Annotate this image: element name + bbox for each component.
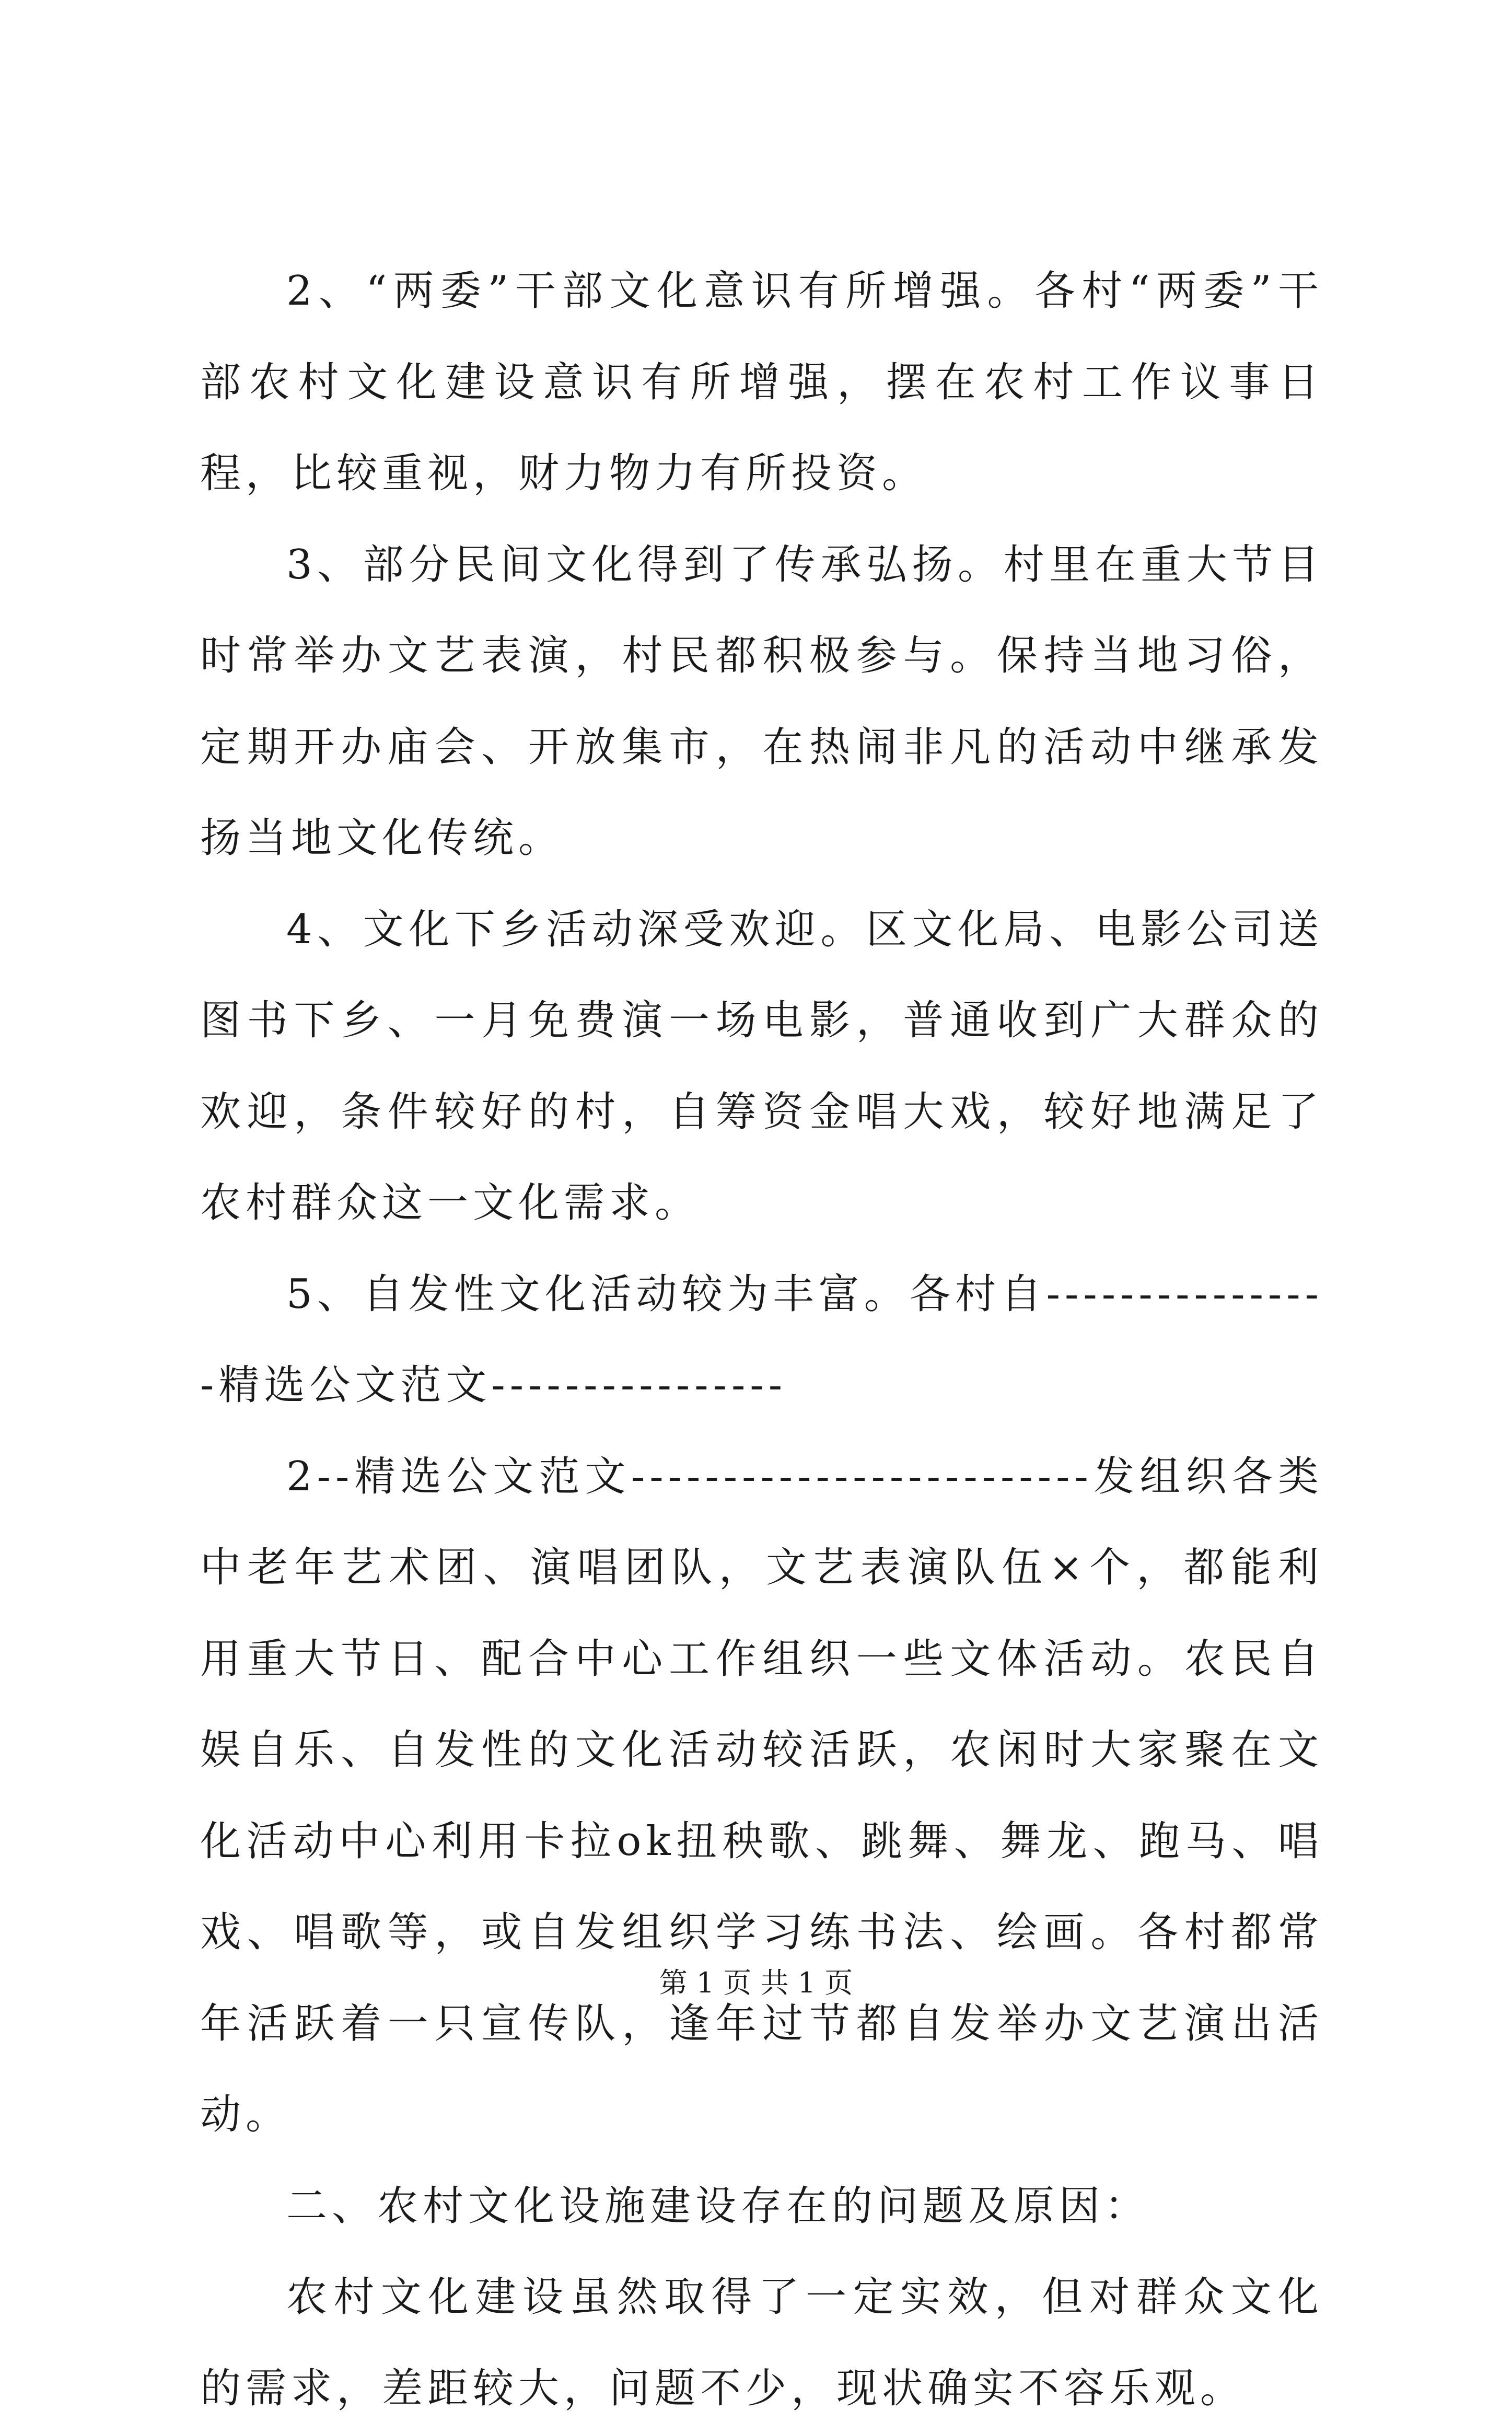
paragraph-2: 3、部分民间文化得到了传承弘扬。村里在重大节目时常举办文艺表演，村民都积极参与。保持当地习俗，定期开办庙会、开放集市，在热闹非凡的活动中继承发扬当地文化传统。 [200,541,1323,862]
section-heading: 二、农村文化设施建设存在的问题及原因： [286,2182,1150,2230]
paragraph-3: 4、文化下乡活动深受欢迎。区文化局、电影公司送图书下乡、一月免费演一场电影，普通收到广大群众的欢迎，条件较好的村，自筹资金唱大戏，较好地满足了农村群众这一文化需求。 [200,906,1323,1226]
page-footer: 第 1 页 共 1 页 [659,1966,853,1999]
paragraph-6: 农村文化建设虽然取得了一定实效，但对群众文化的需求，差距较大，问题不少，现状确实不容乐观。 [200,2274,1323,2412]
paragraph-1: 2、“两委”干部文化意识有所增强。各村“两委”干部农村文化建设意识有所增强，摆在农村工作议事日程，比较重视，财力物力有所投资。 [200,268,1323,497]
paragraph-4: 5、自发性文化活动较为丰富。各村自----------------精选公文范文---------------- [200,1270,1323,1409]
paragraph-5: 2--精选公文范文-------------------------发组织各类中老年艺术团、演唱团队，文艺表演队伍×个，都能利用重大节日、配合中心工作组织一些文体活动。农民自娱自乐、自发性的文化活动较活跃，农闲时大家聚在文化活动中心利用卡拉ok扭秧歌、跳舞、舞龙、跑马、唱戏、唱歌等，或自发组织学习练书法、绘画。各村都常年活跃着一只宣传队，逢年过节都自发举办文艺演出活动。 [200,1453,1323,2138]
document-body [200,246,1323,2434]
